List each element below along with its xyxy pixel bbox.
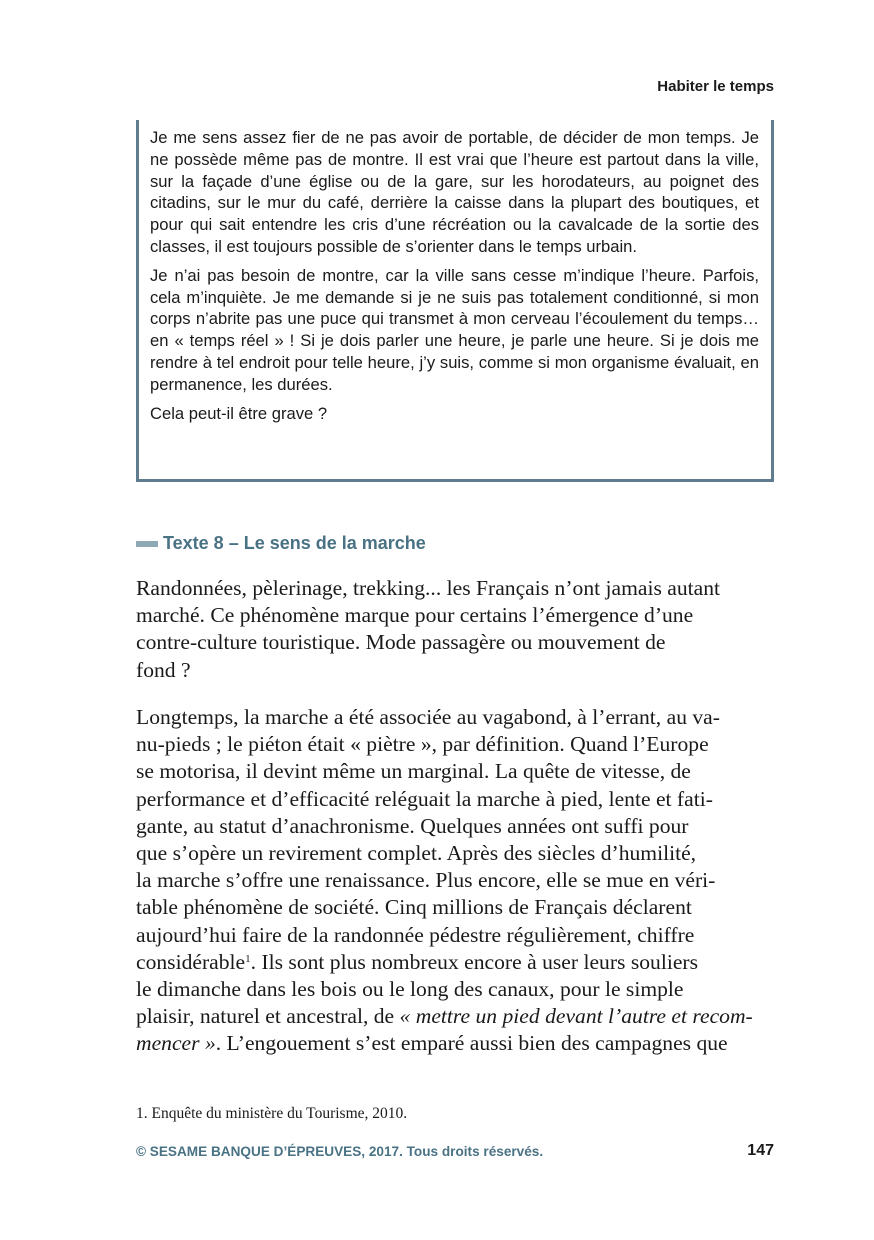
footnote: 1. Enquête du ministère du Tourisme, 2010.: [136, 1105, 408, 1122]
footnote-reference[interactable]: 1: [245, 952, 251, 965]
body-line: que s’opère un revirement complet. Après des siècles d’humilité,: [136, 841, 697, 866]
lede-line: Randonnées, pèlerinage, trekking... les Français n’ont jamais autant: [136, 576, 721, 600]
section-title: [136, 533, 426, 554]
title-bar-icon: [136, 541, 158, 547]
quote-paragraph-3: Cela peut-il être grave ?: [150, 403, 328, 423]
body-text-fragment: . L’engouement s’est emparé aussi bien des campagnes que: [215, 1031, 728, 1056]
body-text-fragment: considérable: [136, 949, 246, 974]
body-line: table phénomène de société. Cinq millions de Français déclarent: [136, 895, 692, 920]
lede-line: marché. Ce phénomène marque pour certains l’émergence d’une: [136, 603, 694, 628]
body-line: nu-pieds ; le piéton était « piètre », par définition. Quand l’Europe: [136, 732, 709, 757]
body-line: le dimanche dans les bois ou le long des canaux, pour le simple: [136, 977, 684, 1002]
body-line: Longtemps, la marche a été associée au vagabond, à l’errant, au va-: [136, 705, 720, 729]
quoted-phrase: mencer »: [136, 1031, 216, 1056]
body-line: [136, 1003, 774, 1030]
body-line: se motorisa, il devint même un marginal. La quête de vitesse, de: [136, 759, 691, 784]
quote-paragraph-2: Je n’ai pas besoin de montre, car la ville sans cesse m’indique l’heure. Parfois, cela m’inquiète. Je me demande si je ne suis pas totalement conditionné, si mon corps n’abrite pas une puce qui transmet à mon cerveau l’écoulement du temps… en « temps réel » ! Si je dois parler une heure, je parle une heure. Si je dois me rendre à tel endroit pour telle heure, j’y suis, comme si mon organisme évaluait, en permanence, les durées.: [150, 265, 759, 394]
lede-line: contre-culture touristique. Mode passagère ou mouvement de: [136, 630, 666, 655]
body-line: gante, au statut d’anachronisme. Quelques années ont suffi pour: [136, 813, 689, 838]
body-line: [136, 1030, 774, 1057]
quoted-phrase: « mettre un pied devant l’autre et recom-: [399, 1004, 753, 1029]
body-text-fragment: . Ils sont plus nombreux encore à user leurs souliers: [250, 949, 698, 974]
body-line: performance et d’efficacité reléguait la marche à pied, lente et fati-: [136, 786, 713, 811]
body-line: aujourd’hui faire de la randonnée pédestre régulièrement, chiffre: [136, 922, 695, 947]
body-line: [136, 949, 774, 976]
page-number: 147: [747, 1142, 774, 1159]
body-paragraph: [136, 704, 774, 1058]
running-head: Habiter le temps: [657, 78, 774, 95]
body-line: la marche s’offre une renaissance. Plus encore, elle se mue en véri-: [136, 868, 716, 893]
copyright-notice: © SESAME BANQUE D’ÉPREUVES, 2017. Tous droits réservés.: [136, 1144, 544, 1159]
lede-line: fond ?: [136, 657, 191, 682]
section-title-text: Texte 8 – Le sens de la marche: [163, 533, 426, 553]
lede-paragraph: [136, 575, 774, 684]
body-text-fragment: plaisir, naturel et ancestral, de: [136, 1004, 400, 1029]
quote-box: [136, 120, 774, 482]
quote-paragraph-1: Je me sens assez fier de ne pas avoir de portable, de décider de mon temps. Je ne possède même pas de montre. Il est vrai que l’heure est partout dans la ville, sur la façade d’une église ou de la gare, sur les horodateurs, au poignet des citadins, sur le mur du café, derrière la caisse dans la plupart des boutiques, et pour qui sait entendre les cris d’une récréation ou la cavalcade de la sortie des classes, il est toujours possible de s’orienter dans le temps urbain.: [150, 128, 759, 256]
